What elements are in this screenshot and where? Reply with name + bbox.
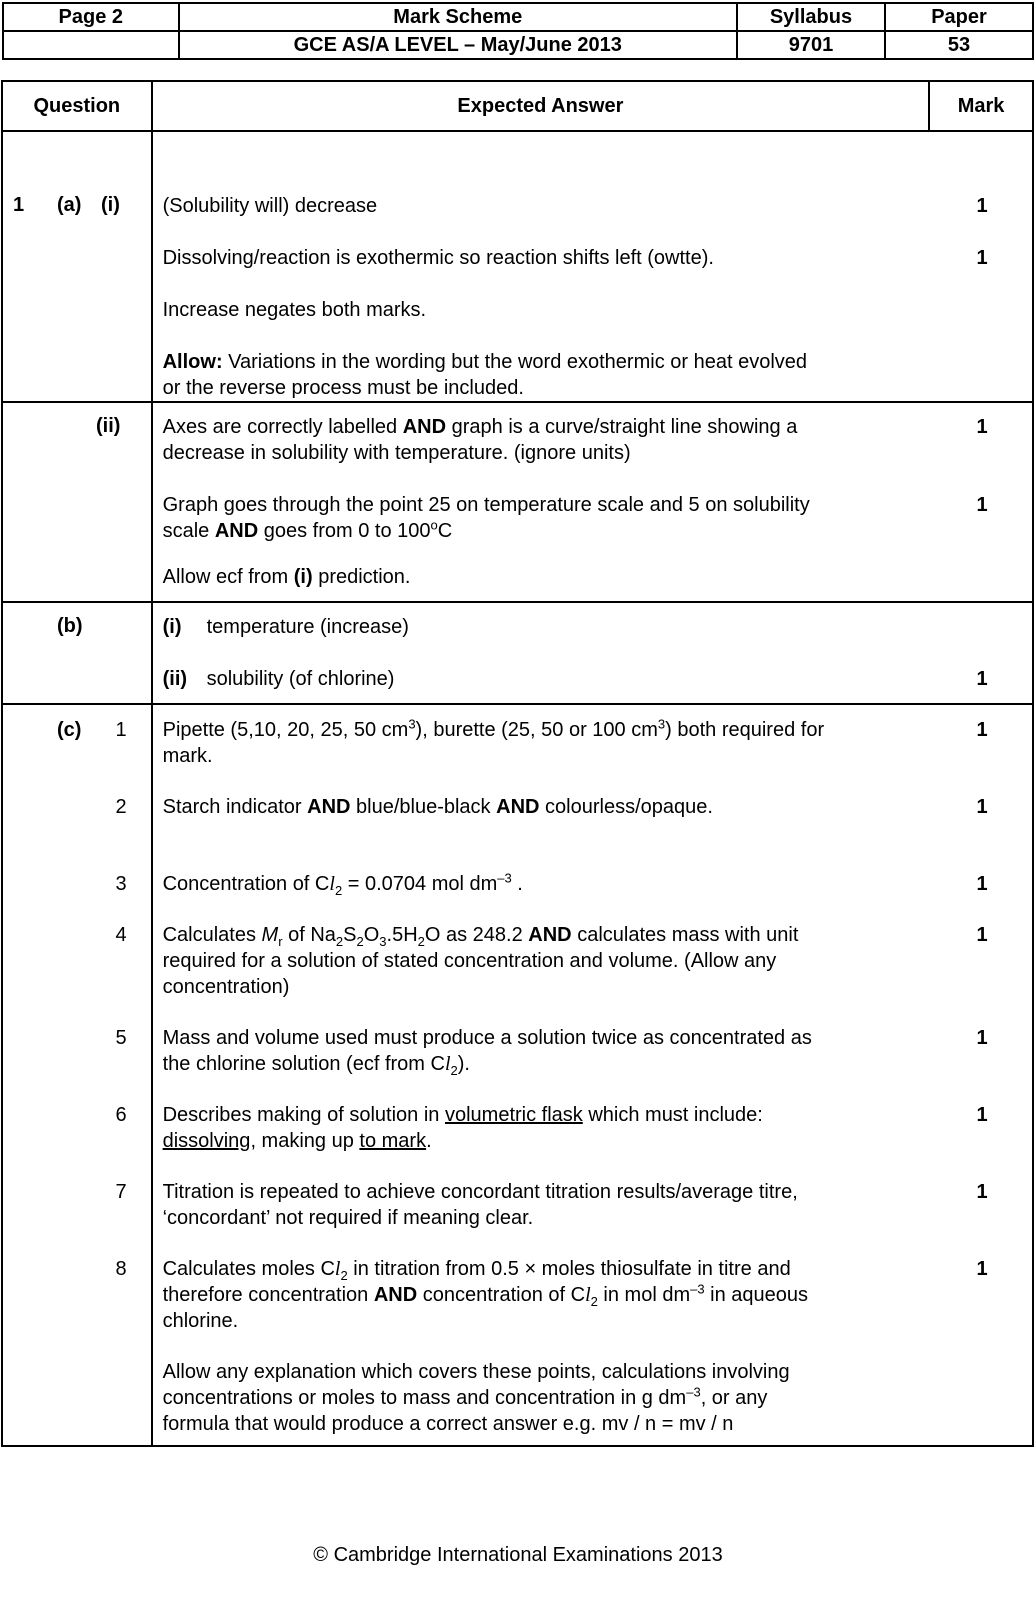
answer-line [153,717,932,743]
answer-text: S [343,924,357,946]
answer-line: Titration is repeated to achieve concordant titration results/average titre, [162,1181,798,1203]
subpart-label: (i) [162,616,182,638]
answer-text: in mol dm [597,1284,691,1306]
superscript: –3 [686,1384,701,1400]
answer-line: Increase negates both marks. [162,299,427,321]
header-empty-cell [3,31,179,59]
doc-type: Mark Scheme [179,3,737,31]
answer-text: goes from 0 to 100 [258,520,431,542]
answer-text: . [511,873,523,895]
mark-value: 1 [976,1104,988,1126]
answer-column-header: Expected Answer [152,81,930,131]
superscript: –3 [690,1281,705,1297]
chem-symbol: l [444,1053,451,1075]
answer-line: decrease in solubility with temperature. (ignore units) [162,442,631,464]
answer-text: of Na [282,924,336,946]
page-label: Page 2 [3,3,179,31]
point-number: 4 [115,924,127,946]
answer-cell [152,602,1033,704]
answer-line [153,794,932,820]
mark-value: 1 [976,247,988,269]
and-keyword: AND [373,1284,418,1306]
answer-line: ‘concordant’ not required if meaning clear. [162,1207,534,1229]
molar-mass-symbol: M [261,924,279,946]
mark-value: 1 [976,195,988,217]
row-1b [2,602,1033,704]
question-subpart: (ii) [96,415,121,437]
answer-line [153,1051,932,1077]
answer-line: Mass and volume used must produce a solution twice as concentrated as [162,1027,812,1049]
answer-text: = 0.0704 mol dm [342,873,498,895]
point-number: 8 [115,1258,127,1280]
answer-line: concentration) [162,976,290,998]
mark-value: 1 [976,416,988,438]
answer-line [153,1102,932,1128]
answer-line [153,414,932,440]
superscript: 3 [408,716,416,732]
mark-value: 1 [976,668,988,690]
answer-cell [152,131,1033,402]
subscript: 2 [356,934,364,949]
subscript: 2 [590,1294,598,1309]
mark-value: 1 [976,1027,988,1049]
mark-scheme-table [1,80,1034,1447]
answer-line [153,614,932,640]
mark-value: 1 [976,873,988,895]
allow-label: Allow: [162,351,223,373]
question-part: (c) [57,719,82,741]
question-part: (a) [57,194,82,216]
column-header-row [2,81,1033,131]
answer-line [153,349,932,375]
answer-line: required for a solution of stated concentration and volume. (Allow any [162,950,777,972]
underlined-term: volumetric flask [444,1104,583,1126]
answer-text: . [426,1130,432,1152]
point-number: 1 [115,719,127,741]
superscript: –3 [497,870,512,886]
answer-text: O as 248.2 [424,924,529,946]
answer-text: blue/blue-black [350,796,497,818]
exam-title: GCE AS/A LEVEL – May/June 2013 [179,31,737,59]
answer-line [153,1256,932,1282]
question-cell [2,402,152,602]
point-number: 3 [115,873,127,895]
mark-column-header: Mark [929,81,1033,131]
answer-text: temperature (increase) [206,616,409,638]
answer-cell [152,402,1033,602]
answer-line: or the reverse process must be included. [162,377,524,399]
answer-text: Starch indicator [162,796,308,818]
answer-cell [152,704,1033,1446]
mark-value: 1 [976,1258,988,1280]
answer-line [153,871,932,897]
answer-text: ) both required for [665,719,825,741]
answer-line: mark. [162,745,213,767]
answer-text: Allow ecf from [162,566,294,588]
answer-text: Variations in the wording but the word exothermic or heat evolved [222,351,808,373]
chem-symbol: l [334,1258,341,1280]
and-keyword: AND [496,796,540,818]
answer-text: Describes making of solution in [162,1104,445,1126]
answer-text: .5H [386,924,418,946]
answer-text: calculates mass with unit [571,924,799,946]
answer-text: ), burette (25, 50 or 100 cm [415,719,658,741]
syllabus-code: 9701 [737,31,885,59]
answer-line: chlorine. [162,1310,239,1332]
header-table [2,2,1034,60]
paper-number: 53 [885,31,1033,59]
point-number: 6 [115,1104,127,1126]
subscript: r [278,934,283,949]
answer-text: (i) [293,566,313,588]
answer-line [153,1128,932,1154]
answer-line [153,666,932,692]
subpart-label: (ii) [162,668,188,690]
answer-text: colourless/opaque. [539,796,713,818]
answer-text: which must include: [582,1104,763,1126]
question-subpart: (i) [101,194,120,216]
question-cell [2,602,152,704]
superscript: 3 [657,716,666,732]
mark-value: 1 [976,719,988,741]
degree-symbol: o [430,517,438,533]
row-1a-ii [2,402,1033,602]
mark-value: 1 [976,1181,988,1203]
answer-line: formula that would produce a correct answer e.g. mv / n = mv / n [162,1413,734,1435]
answer-text: prediction. [312,566,411,588]
answer-text: ). [457,1053,470,1075]
subscript: 2 [417,934,425,949]
answer-line [153,518,932,544]
copyright-footer: © Cambridge International Examinations 2013 [313,1544,723,1566]
answer-text: in aqueous [704,1284,809,1306]
question-number: 1 [13,194,25,216]
subscript: 2 [334,883,343,898]
point-number: 2 [115,796,127,818]
answer-line [153,564,932,590]
subscript: 2 [450,1063,458,1078]
answer-text: , making up [250,1130,360,1152]
chem-symbol: l [585,1284,591,1306]
answer-line [153,1282,932,1308]
underlined-term: to mark [359,1130,427,1152]
answer-line [153,1385,932,1411]
answer-text: C [437,520,453,542]
chem-symbol: l [329,873,335,895]
subscript: 2 [335,934,344,949]
and-keyword: AND [528,924,572,946]
mark-value: 1 [976,924,988,946]
question-cell [2,131,152,402]
answer-text: in titration from 0.5 × moles thiosulfate in titre and [347,1258,791,1280]
and-keyword: AND [402,416,447,438]
answer-text: Calculates moles C [162,1258,335,1280]
subscript: 2 [340,1268,348,1283]
answer-text: therefore concentration [162,1284,374,1306]
answer-text: Calculates [162,924,262,946]
answer-text: O [363,924,380,946]
answer-text: concentration of C [417,1284,586,1306]
and-keyword: AND [307,796,351,818]
mark-value: 1 [976,494,988,516]
answer-line: (Solubility will) decrease [162,195,378,217]
mark-value: 1 [976,796,988,818]
answer-line: Calculates $M_r$ of $Na_2S_2O_3.5H_2O$ as 248.2 AND calculates mass with unit [162,924,799,949]
answer-text: Concentration of C [162,873,330,895]
paper-label: Paper [885,3,1033,31]
syllabus-label: Syllabus [737,3,885,31]
question-cell [2,704,152,1446]
answer-text: scale [162,520,215,542]
question-column-header: Question [2,81,152,131]
point-number: 5 [115,1027,127,1049]
answer-text: solubility (of chlorine) [206,668,395,690]
and-keyword: AND [214,520,259,542]
question-part: (b) [57,615,83,637]
answer-text: the chlorine solution (ecf from C [162,1053,445,1075]
answer-text: Axes are correctly labelled [162,416,403,438]
underlined-term: dissolving [162,1130,251,1152]
answer-text: , or any [700,1387,768,1409]
answer-text: concentrations or moles to mass and concentration in g dm [162,1387,687,1409]
answer-line: Dissolving/reaction is exothermic so reaction shifts left (owtte). [162,247,714,269]
row-1a-i [2,131,1033,402]
answer-line: Graph goes through the point 25 on temperature scale and 5 on solubility [162,494,810,516]
answer-line: Allow any explanation which covers these points, calculations involving [162,1361,790,1383]
row-1c [2,704,1033,1446]
point-number: 7 [115,1181,127,1203]
answer-text: Pipette (5,10, 20, 25, 50 cm [162,719,409,741]
answer-text: graph is a curve/straight line showing a [446,416,798,438]
